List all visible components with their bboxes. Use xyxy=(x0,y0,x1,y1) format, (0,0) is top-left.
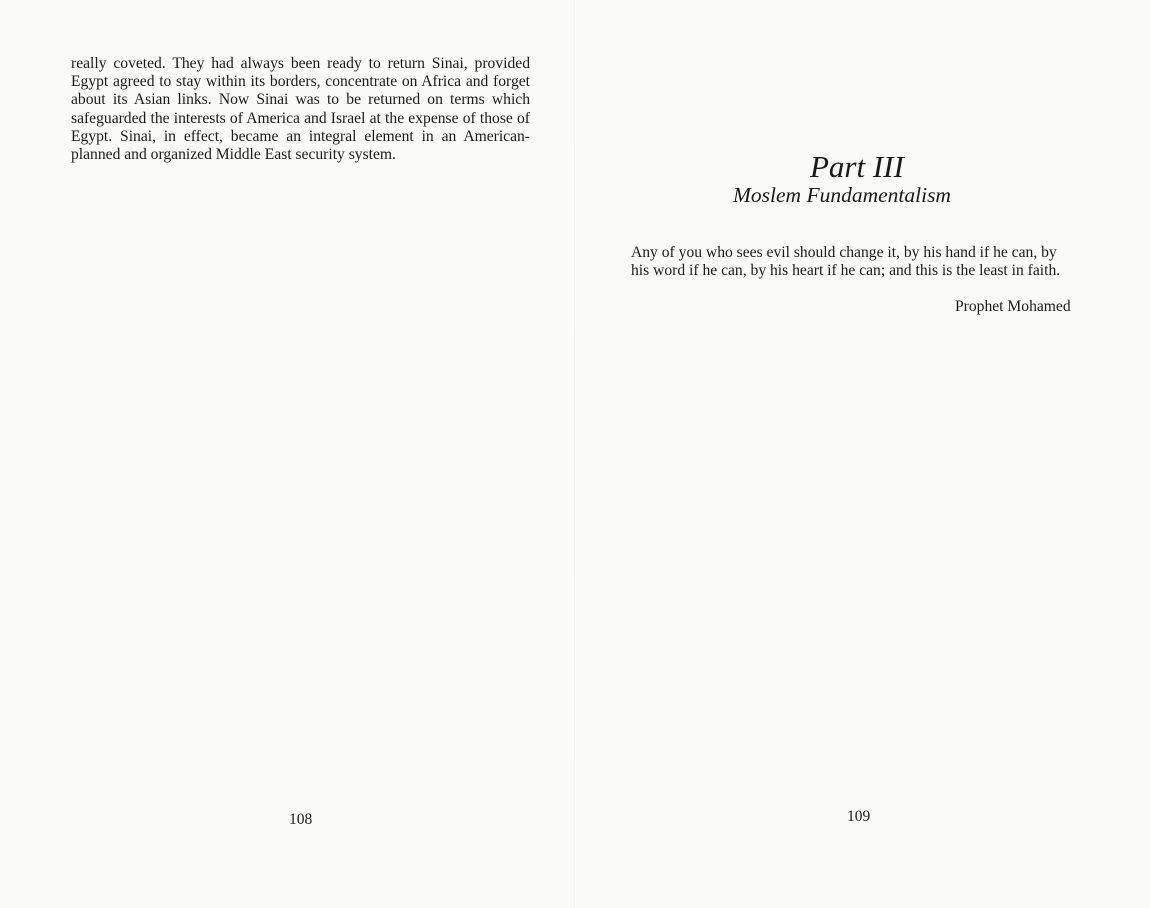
part-subtitle: Moslem Fundamentalism xyxy=(733,183,951,207)
left-page-number: 108 xyxy=(289,811,313,828)
right-page-number: 109 xyxy=(847,808,871,825)
left-page-body-text: really coveted. They had always been ready to return Sinai, provided Egypt agreed to stay within its borders, concentrate on Africa and forget about its Asian links. Now Sinai was to be returned on terms which safeguarded the interests of America and Israel at the expense of those of Egypt. Sinai, in effect, became an integral element in an American-planned and organized Middle East security system. xyxy=(71,55,530,164)
right-page xyxy=(575,0,1150,908)
epigraph-quote: Any of you who sees evil should change it, by his hand if he can, by his word if he can, by his heart if he can; and this is the least in faith. xyxy=(631,244,1061,280)
part-title: Part III xyxy=(810,149,904,184)
epigraph-attribution: Prophet Mohamed xyxy=(955,298,1071,315)
